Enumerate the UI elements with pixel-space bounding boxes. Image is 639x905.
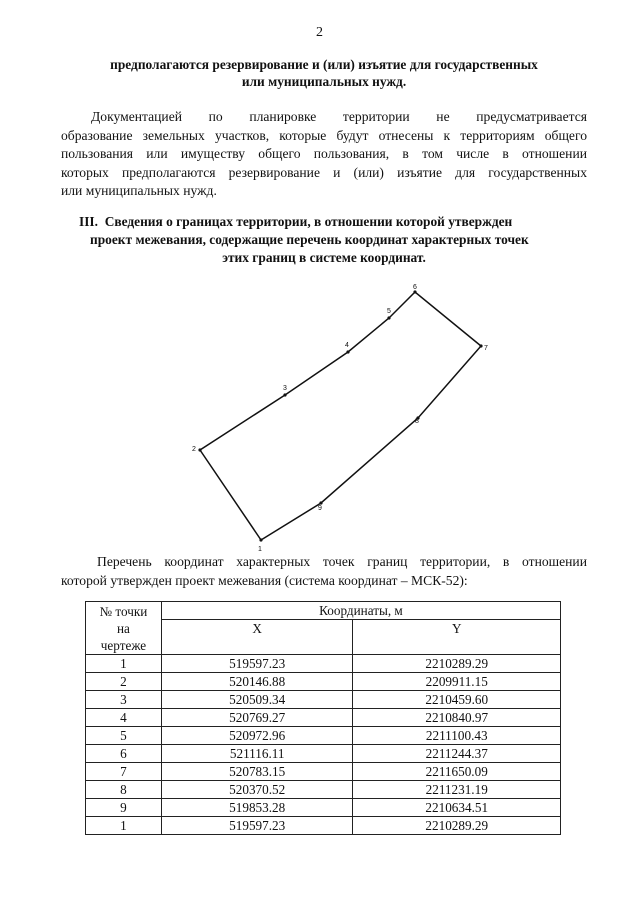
- point-header-line-2: на: [116, 620, 130, 636]
- table-row: [86, 709, 561, 727]
- point-label-7: 7: [484, 345, 488, 352]
- table-row: [86, 817, 561, 835]
- x-cell: 520783.15: [161, 763, 353, 781]
- table-header-row: [86, 602, 561, 620]
- y-cell: 2210289.29: [353, 817, 561, 835]
- x-cell: 519853.28: [161, 799, 353, 817]
- paragraph-line: которых предполагаются резервирование и (или) изъятие для государственных: [61, 164, 587, 180]
- y-cell: 2211650.09: [353, 763, 561, 781]
- y-cell: 2210459.60: [353, 691, 561, 709]
- paragraph-line: которой утвержден проект межевания (система координат – МСК-52):: [61, 572, 468, 588]
- vertex-marker: [346, 350, 349, 353]
- vertex-marker: [198, 448, 201, 451]
- point-label-8: 8: [415, 418, 419, 425]
- y-cell: 2211244.37: [353, 745, 561, 763]
- point-cell: 6: [86, 745, 162, 763]
- vertex-marker: [283, 393, 286, 396]
- table-row: [86, 673, 561, 691]
- point-label-4: 4: [345, 342, 349, 349]
- table-row: [86, 691, 561, 709]
- intro-bold-line-1: предполагаются резервирование и (или) изъятие для государственных: [110, 57, 538, 72]
- point-cell: 5: [86, 727, 162, 745]
- y-cell: 2211231.19: [353, 781, 561, 799]
- point-cell: 8: [86, 781, 162, 799]
- point-cell: 3: [86, 691, 162, 709]
- y-cell: 2210840.97: [353, 709, 561, 727]
- table-row: [86, 727, 561, 745]
- y-cell: 2211100.43: [353, 727, 561, 745]
- paragraph-line: или муниципальных нужд.: [61, 183, 217, 198]
- paragraph-line: образование земельных участков, которые будут отнесены к территориям общего: [61, 127, 587, 143]
- x-cell: 520509.34: [161, 691, 353, 709]
- point-cell: 9: [86, 799, 162, 817]
- vertex-marker: [387, 316, 390, 319]
- section-heading-line-3: этих границ в системе координат.: [222, 250, 426, 265]
- point-header-line-1: № точки: [99, 603, 148, 619]
- paragraph-line: Перечень координат характерных точек границ территории, в отношении: [97, 554, 587, 569]
- table-body: [86, 655, 561, 835]
- intro-bold-text: [60, 56, 588, 90]
- point-label-9: 9: [318, 505, 322, 512]
- x-cell: 520146.88: [161, 673, 353, 691]
- point-cell: 1: [86, 817, 162, 835]
- table-row: [86, 799, 561, 817]
- point-label-3: 3: [283, 385, 287, 392]
- paragraph-planning-documentation: [61, 108, 587, 201]
- x-cell: 519597.23: [161, 655, 353, 673]
- y-column-header: Y: [353, 620, 561, 655]
- point-header-line-3: чертеже: [100, 637, 147, 653]
- boundary-diagram: [185, 280, 495, 555]
- paragraph-coordinates-intro: [61, 553, 587, 590]
- boundary-diagram-svg: [185, 280, 495, 555]
- point-label-6: 6: [413, 284, 417, 291]
- vertex-marker: [259, 538, 262, 541]
- x-cell: 520370.52: [161, 781, 353, 799]
- section-heading-line-1: [60, 213, 588, 231]
- section-heading-line-2: проект межевания, содержащие перечень координат характерных точек: [90, 232, 529, 247]
- table-row: [86, 745, 561, 763]
- y-cell: 2210289.29: [353, 655, 561, 673]
- point-number-header: [86, 602, 162, 655]
- page-number: 2: [316, 25, 323, 40]
- x-column-header: X: [161, 620, 353, 655]
- point-cell: 7: [86, 763, 162, 781]
- coordinates-header: Координаты, м: [161, 602, 560, 620]
- boundary-vertices: [198, 290, 482, 541]
- section-heading-text-1: Сведения о границах территории, в отношении которой утвержден: [104, 214, 513, 229]
- point-label-1: 1: [258, 546, 262, 553]
- x-cell: 520972.96: [161, 727, 353, 745]
- section-heading: [60, 213, 588, 267]
- coordinates-table: [85, 601, 561, 835]
- x-cell: 519597.23: [161, 817, 353, 835]
- table-row: [86, 781, 561, 799]
- x-cell: 521116.11: [161, 745, 353, 763]
- y-cell: 2210634.51: [353, 799, 561, 817]
- x-cell: 520769.27: [161, 709, 353, 727]
- point-cell: 4: [86, 709, 162, 727]
- y-cell: 2209911.15: [353, 673, 561, 691]
- paragraph-line: пользования или имуществу общего пользования, в том числе в отношении: [61, 146, 587, 161]
- point-cell: 2: [86, 673, 162, 691]
- point-cell: 1: [86, 655, 162, 673]
- point-label-5: 5: [387, 308, 391, 315]
- table-row: [86, 655, 561, 673]
- point-label-2: 2: [192, 446, 196, 453]
- table-row: [86, 763, 561, 781]
- paragraph-line: Документацией по планировке территории не предусматривается: [91, 109, 587, 124]
- vertex-marker: [479, 344, 482, 347]
- boundary-polygon: [200, 292, 481, 540]
- intro-bold-line-2: или муниципальных нужд.: [241, 74, 407, 89]
- section-number: III.: [79, 214, 98, 229]
